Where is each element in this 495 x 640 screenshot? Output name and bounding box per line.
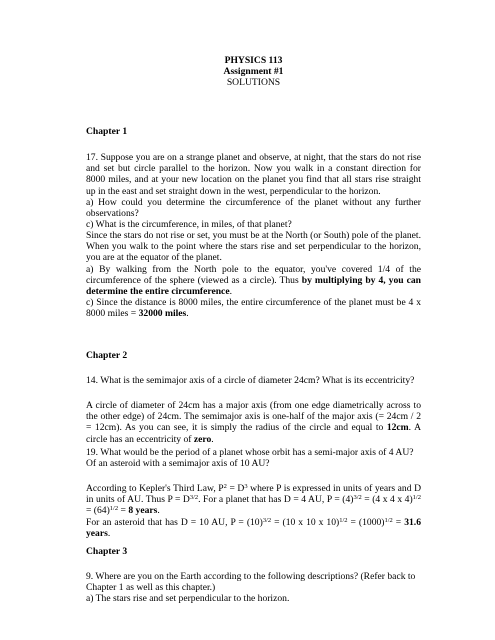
question-19: 19. What would be the period of a planet whose orbit has a semi-major axis of 4 AU? Of an asteroid with a semimajor axis of 10 AU? xyxy=(86,447,414,470)
question-14: 14. What is the semimajor axis of a circle of diameter 24cm? What is its eccentricity? xyxy=(86,375,415,386)
answer-19-asteroid-period: 31.6 years xyxy=(86,516,421,539)
assignment-title: Assignment #1 xyxy=(223,66,284,78)
solutions-subtitle: SOLUTIONS xyxy=(226,77,281,89)
answer-14-radius: 12cm xyxy=(386,422,409,434)
answer-19: According to Kepler's Third Law, $P^2 = D^3$ where P is expressed in units of years and D in units of AU. Thus $P = D^{3/2}$. For a planet that has D = 4 AU, $P = (4)^{3/2} = (4$ x 4 x $4)^{1/2} = (64)^{1/2} = 8$ years. For an asteroid that has D = 10 AU, $P = (10)^{3/2} = (10$ x 10 x $10)^{1/2} = (1000)^{1/2} = 31.6$ years. xyxy=(86,483,422,539)
answer-17-intro: Since the stars do not rise or set, you must be at the North (or South) pole of the planet. When you walk to the point where the stars rise and set perpendicular to the horizon, you are at the equator of the planet. xyxy=(86,230,421,264)
question-9 xyxy=(86,571,421,605)
answer-17-part-a: a) By walking from the North pole to the equator, you've covered 1/4 of the circumference of the sphere (viewed as a circle). Thus by multiplying by 4, you can determine the entire circumference. xyxy=(86,263,421,298)
question-9-part-a: a) The stars rise and set perpendicular to the horizon. xyxy=(86,593,290,605)
answer-17 xyxy=(86,230,421,320)
question-17 xyxy=(86,152,421,230)
chapter-1-heading: Chapter 1 xyxy=(86,126,128,137)
document-header xyxy=(86,55,421,89)
answer-17-part-c: c) Since the distance is 8000 miles, the entire circumference of the planet must be 4 x 8000 miles = 32000 miles. xyxy=(86,297,421,320)
question-17-part-c: c) What is the circumference, in miles, of that planet? xyxy=(86,219,292,231)
question-17-part-a: a) How could you determine the circumference of the planet without any further observations? xyxy=(86,196,421,220)
chapter-3-heading: Chapter 3 xyxy=(86,546,128,557)
question-17-text: 17. Suppose you are on a strange planet and observe, at night, that the stars do not rise and set but circle parallel to the horizon. Now you walk in a constant direction for 8000 miles, and at your new location on the planet you find that all stars rise straight up in the east and set straight down in the west, perpendicular to the horizon. xyxy=(86,152,421,197)
answer-14-eccentricity: zero xyxy=(193,433,212,445)
chapter-2-heading: Chapter 2 xyxy=(86,350,128,361)
question-9-text: 9. Where are you on the Earth according to the following descriptions? (Refer back to Chapter 1 as well as this chapter.) xyxy=(86,571,416,594)
course-title: PHYSICS 113 xyxy=(224,55,283,66)
answer-19-planet-period: 8 years xyxy=(128,505,158,517)
answer-14: A circle of diameter of 24cm has a major axis (from one edge diametrically across to the other edge) of 24cm. The semimajor axis is one-half of the major axis (= 24cm / 2 = 12cm). As you can see, it is simply the radius of the circle and equal to 12cm. A circle has an eccentricity of zero. xyxy=(86,400,421,445)
